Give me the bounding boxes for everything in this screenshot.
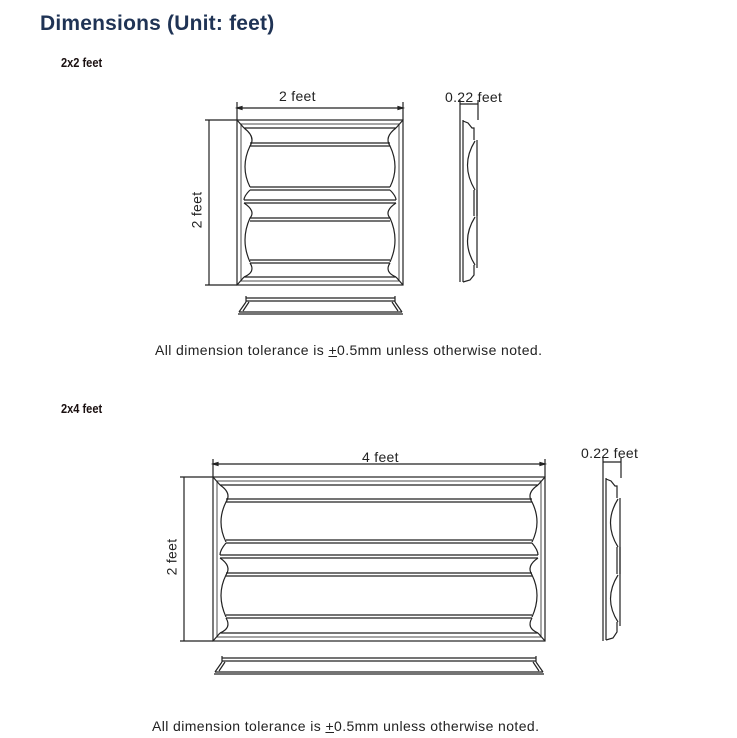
page-title: Dimensions (Unit: feet) xyxy=(40,12,275,35)
note-prefix: All dimension tolerance is xyxy=(152,718,326,734)
plus-minus-symbol: + xyxy=(325,718,335,734)
width-dimension-label: 4 feet xyxy=(362,449,399,465)
width-dimension-label: 2 feet xyxy=(279,88,316,104)
height-dimension-label: 2 feet xyxy=(188,191,205,229)
tolerance-note xyxy=(152,718,539,734)
section-label-2x4: 2x4 feet xyxy=(61,401,103,416)
plus-minus-symbol: + xyxy=(328,342,338,358)
note-prefix: All dimension tolerance is xyxy=(155,342,329,358)
height-dimension-label: 2 feet xyxy=(163,538,180,576)
note-suffix: 0.5mm unless otherwise noted. xyxy=(337,342,543,358)
depth-dimension-label: 0.22 feet xyxy=(445,89,503,105)
section-label-2x2: 2x2 feet xyxy=(61,55,103,70)
depth-dimension-label: 0.22 feet xyxy=(581,445,639,461)
note-suffix: 0.5mm unless otherwise noted. xyxy=(334,718,540,734)
